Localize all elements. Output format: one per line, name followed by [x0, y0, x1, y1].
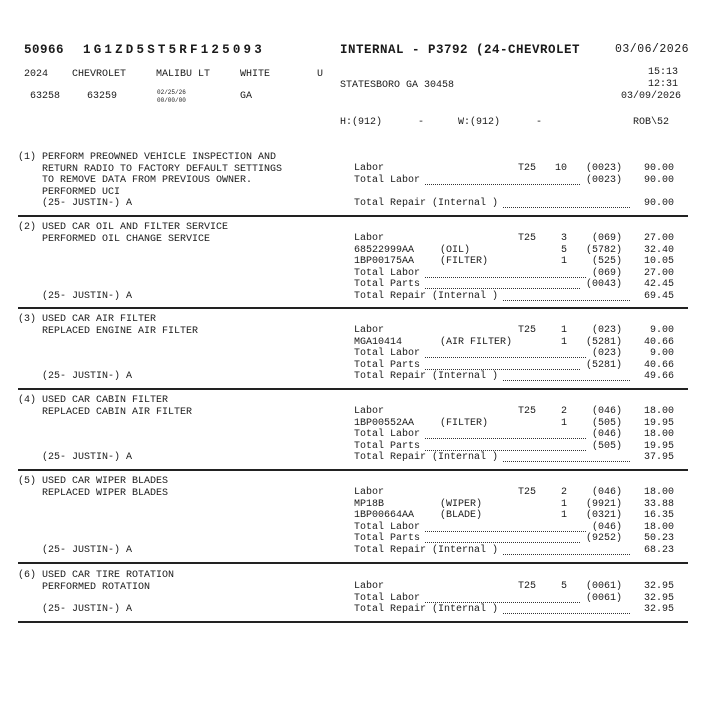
- amount: 90.00: [643, 198, 674, 209]
- tech-code: T25: [518, 581, 537, 592]
- row-label: Total Labor: [354, 267, 421, 279]
- leader-dots: [425, 288, 580, 289]
- repair-description-line: PERFORMED UCI: [18, 186, 121, 198]
- ro-number: 50966: [24, 43, 65, 57]
- section-divider: [18, 388, 688, 390]
- leader-dots: [503, 207, 630, 208]
- cost-code: (046): [591, 429, 622, 440]
- row-label: Total Parts: [354, 440, 421, 452]
- amount: 19.95: [643, 417, 674, 429]
- repair-description-line: (6) USED CAR TIRE ROTATION: [18, 570, 175, 581]
- row-label: 68522999AA: [354, 244, 415, 256]
- row-label: Total Labor: [354, 174, 421, 186]
- technician: (25- JUSTIN-) A: [42, 198, 133, 209]
- repair-description-line: PERFORMED OIL CHANGE SERVICE: [18, 233, 211, 245]
- amount: 37.95: [643, 452, 674, 463]
- row-label: 1BP00552AA: [354, 417, 415, 429]
- leader-dots: [503, 461, 630, 462]
- cost-code: (069): [591, 267, 622, 279]
- part-description: (FILTER): [440, 256, 489, 267]
- quantity: 1: [560, 510, 567, 521]
- open-date: 03/06/2026: [615, 43, 690, 56]
- tech-code: T25: [518, 163, 537, 174]
- vehicle-flag: U: [317, 69, 324, 80]
- quantity: 2: [560, 406, 567, 417]
- amount: 27.00: [643, 267, 674, 279]
- amount: 18.00: [643, 487, 674, 498]
- section-divider: [18, 215, 688, 217]
- cost-code: (069): [591, 233, 622, 244]
- technician: (25- JUSTIN-) A: [42, 371, 133, 382]
- leader-dots: [425, 438, 586, 439]
- cost-code: (5281): [585, 336, 622, 348]
- amount: 32.95: [643, 592, 674, 604]
- row-label: Labor: [354, 581, 385, 592]
- tech-code: T25: [518, 406, 537, 417]
- repair-description-line: REPLACED CABIN AIR FILTER: [18, 406, 193, 418]
- cost-code: (0061): [585, 592, 622, 604]
- amount: 40.66: [643, 336, 674, 348]
- state: GA: [240, 91, 253, 102]
- leader-dots: [425, 531, 586, 532]
- technician: (25- JUSTIN-) A: [42, 290, 133, 302]
- technician: (25- JUSTIN-) A: [42, 452, 133, 463]
- amount: 10.05: [643, 256, 674, 267]
- row-label: Total Labor: [354, 521, 421, 533]
- section-divider: [18, 469, 688, 471]
- leader-dots: [503, 300, 630, 301]
- vehicle-make: CHEVROLET: [72, 69, 127, 80]
- cost-code: (5782): [585, 244, 622, 256]
- cost-code: (0061): [585, 581, 622, 592]
- quantity: 1: [560, 498, 567, 510]
- tech-code: T25: [518, 233, 537, 244]
- cost-code: (5281): [585, 359, 622, 371]
- amount: 90.00: [643, 163, 674, 174]
- technician: (25- JUSTIN-) A: [42, 544, 133, 556]
- ro-type: INTERNAL - P3792 (24-CHEVROLET: [340, 43, 581, 57]
- vin: 1G1ZD5ST5RF125093: [83, 43, 265, 57]
- row-label: Total Parts: [354, 279, 421, 290]
- row-label: 1BP00664AA: [354, 510, 415, 521]
- amount: 42.45: [643, 279, 674, 290]
- cost-code: (9252): [585, 533, 622, 544]
- row-label: Labor: [354, 325, 385, 336]
- quantity: 1: [560, 336, 567, 348]
- quantity: 2: [560, 487, 567, 498]
- leader-dots: [425, 184, 580, 185]
- cost-code: (0321): [585, 510, 622, 521]
- part-description: (AIR FILTER): [440, 336, 513, 348]
- row-label: Total Repair (Internal ): [354, 371, 499, 382]
- amount: 90.00: [643, 174, 674, 186]
- amount: 69.45: [643, 290, 674, 302]
- repair-description-line: RETURN RADIO TO FACTORY DEFAULT SETTINGS: [18, 163, 283, 175]
- small-date-2: 00/00/00: [157, 97, 186, 104]
- amount: 27.00: [643, 233, 674, 244]
- part-description: (FILTER): [440, 417, 489, 429]
- section-divider: [18, 562, 688, 564]
- section-divider: [18, 621, 688, 623]
- vehicle-color: WHITE: [240, 69, 271, 80]
- row-label: Labor: [354, 233, 385, 244]
- cost-code: (046): [591, 487, 622, 498]
- row-label: Total Repair (Internal ): [354, 452, 499, 463]
- vehicle-year: 2024: [24, 69, 49, 80]
- row-label: MP18B: [354, 498, 385, 510]
- amount: 50.23: [643, 533, 674, 544]
- repair-description-line: TO REMOVE DATA FROM PREVIOUS OWNER.: [18, 175, 253, 186]
- quantity: 1: [560, 325, 567, 336]
- cost-code: (525): [591, 256, 622, 267]
- row-label: Total Repair (Internal ): [354, 198, 499, 209]
- row-label: Labor: [354, 487, 385, 498]
- close-date: 03/09/2026: [621, 91, 682, 102]
- amount: 40.66: [643, 359, 674, 371]
- amount: 32.95: [643, 604, 674, 615]
- repair-description-line: PERFORMED ROTATION: [18, 581, 151, 593]
- row-label: Total Labor: [354, 348, 421, 359]
- leader-dots: [503, 380, 630, 381]
- part-description: (WIPER): [440, 498, 483, 510]
- row-label: Labor: [354, 406, 385, 417]
- time-out: 12:31: [648, 79, 679, 90]
- amount: 18.00: [643, 429, 674, 440]
- repair-description-line: (3) USED CAR AIR FILTER: [18, 314, 157, 325]
- home-phone: H:(912) -: [340, 117, 425, 128]
- amount: 16.35: [643, 510, 674, 521]
- leader-dots: [425, 369, 580, 370]
- amount: 49.66: [643, 371, 674, 382]
- row-label: Total Parts: [354, 533, 421, 544]
- cost-code: (0043): [585, 279, 622, 290]
- row-label: Total Repair (Internal ): [354, 544, 499, 556]
- quantity: 5: [560, 244, 567, 256]
- part-description: (BLADE): [440, 510, 483, 521]
- amount: 19.95: [643, 440, 674, 452]
- repair-description-line: REPLACED WIPER BLADES: [18, 487, 169, 499]
- city-state-zip: STATESBORO GA 30458: [340, 80, 455, 91]
- work-phone: W:(912) -: [458, 117, 543, 128]
- cost-code: (505): [591, 417, 622, 429]
- advisor: ROB\52: [633, 117, 670, 128]
- section-divider: [18, 307, 688, 309]
- row-label: Labor: [354, 163, 385, 174]
- cost-code: (046): [591, 406, 622, 417]
- quantity: 5: [560, 581, 567, 592]
- cost-code: (0023): [585, 174, 622, 186]
- tech-code: T25: [518, 325, 537, 336]
- repair-description-line: (2) USED CAR OIL AND FILTER SERVICE: [18, 222, 229, 233]
- row-label: Total Repair (Internal ): [354, 604, 499, 615]
- small-date-1: 02/25/26: [157, 89, 186, 96]
- amount: 68.23: [643, 544, 674, 556]
- leader-dots: [503, 613, 630, 614]
- cost-code: (505): [591, 440, 622, 452]
- amount: 18.00: [643, 406, 674, 417]
- row-label: Total Labor: [354, 592, 421, 604]
- vehicle-model: MALIBU LT: [156, 69, 211, 80]
- quantity: 1: [560, 417, 567, 429]
- quantity: 10: [554, 163, 567, 174]
- stock-number-2: 63259: [87, 91, 118, 102]
- repair-description-line: (4) USED CAR CABIN FILTER: [18, 395, 169, 406]
- amount: 9.00: [649, 348, 674, 359]
- row-label: Total Repair (Internal ): [354, 290, 499, 302]
- row-label: Total Parts: [354, 359, 421, 371]
- stock-number-1: 63258: [30, 91, 61, 102]
- leader-dots: [425, 450, 586, 451]
- amount: 18.00: [643, 521, 674, 533]
- part-description: (OIL): [440, 244, 471, 256]
- cost-code: (023): [591, 325, 622, 336]
- cost-code: (9921): [585, 498, 622, 510]
- repair-description-line: REPLACED ENGINE AIR FILTER: [18, 325, 199, 337]
- tech-code: T25: [518, 487, 537, 498]
- cost-code: (046): [591, 521, 622, 533]
- time-in: 15:13: [648, 67, 679, 78]
- row-label: MGA10414: [354, 336, 403, 348]
- amount: 9.00: [649, 325, 674, 336]
- quantity: 1: [560, 256, 567, 267]
- cost-code: (0023): [585, 163, 622, 174]
- leader-dots: [425, 602, 580, 603]
- technician: (25- JUSTIN-) A: [42, 604, 133, 615]
- leader-dots: [425, 542, 580, 543]
- quantity: 3: [560, 233, 567, 244]
- leader-dots: [425, 357, 586, 358]
- repair-description-line: (1) PERFORM PREOWNED VEHICLE INSPECTION AND: [18, 152, 277, 163]
- amount: 33.88: [643, 498, 674, 510]
- repair-description-line: (5) USED CAR WIPER BLADES: [18, 476, 169, 487]
- cost-code: (023): [591, 348, 622, 359]
- amount: 32.95: [643, 581, 674, 592]
- leader-dots: [425, 277, 586, 278]
- leader-dots: [503, 554, 630, 555]
- row-label: 1BP00175AA: [354, 256, 415, 267]
- row-label: Total Labor: [354, 429, 421, 440]
- amount: 32.40: [643, 244, 674, 256]
